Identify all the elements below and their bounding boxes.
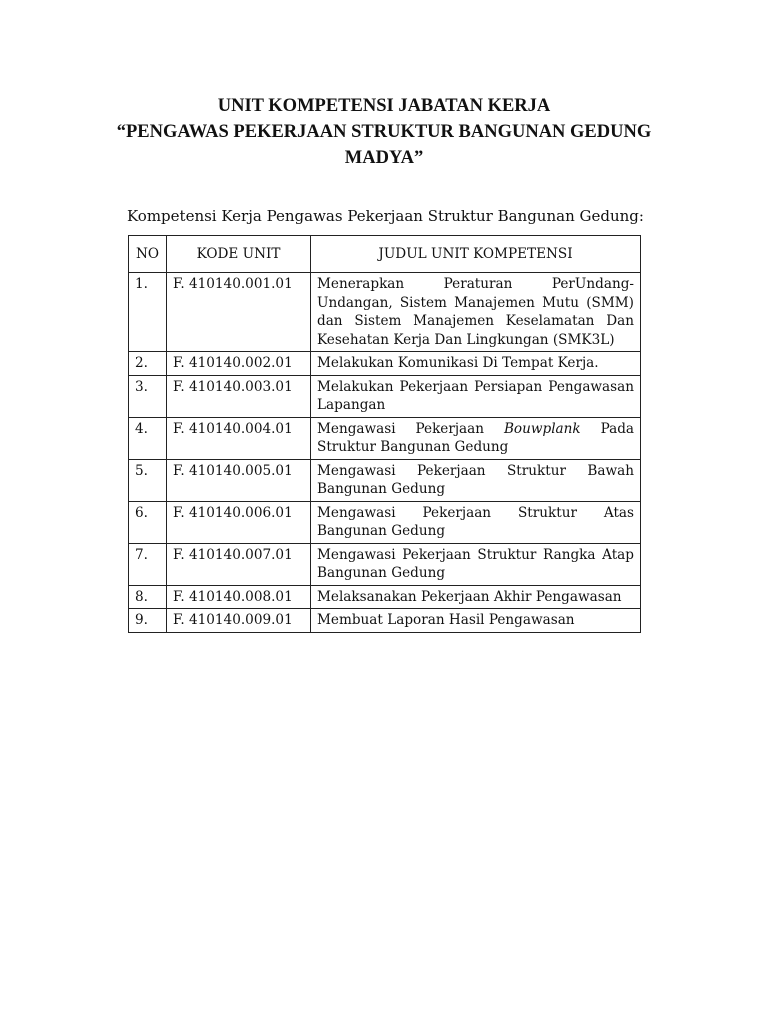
table-row [129, 543, 641, 585]
row-no: 6. [129, 501, 167, 543]
row-no: 8. [129, 585, 167, 609]
row-judul: Melakukan Komunikasi Di Tempat Kerja. [311, 352, 641, 376]
row-kode: F. 410140.006.01 [167, 501, 311, 543]
header-no: NO [129, 236, 167, 273]
row-kode: F. 410140.004.01 [167, 417, 311, 459]
table-row [129, 459, 641, 501]
row-no: 5. [129, 459, 167, 501]
row-judul: Membuat Laporan Hasil Pengawasan [311, 609, 641, 633]
table-row [129, 609, 641, 633]
title-line-2: “PENGAWAS PEKERJAAN STRUKTUR BANGUNAN GEDUNG [116, 122, 652, 142]
row-judul: Mengawasi Pekerjaan Struktur Atas Bangunan Gedung [311, 501, 641, 543]
table-row [129, 273, 641, 352]
title-line-1: UNIT KOMPETENSI JABATAN KERJA [217, 96, 551, 116]
row-no: 2. [129, 352, 167, 376]
row-judul: Mengawasi Pekerjaan Struktur Rangka Atap Bangunan Gedung [311, 543, 641, 585]
header-judul-unit: JUDUL UNIT KOMPETENSI [311, 236, 641, 273]
table-header-row [129, 236, 641, 273]
row-kode: F. 410140.005.01 [167, 459, 311, 501]
row-kode: F. 410140.007.01 [167, 543, 311, 585]
table-row [129, 501, 641, 543]
title-line-3: MADYA” [344, 148, 424, 168]
table-row [129, 585, 641, 609]
row-judul: Menerapkan Peraturan PerUndang-Undangan, Sistem Manajemen Mutu (SMM) dan Sistem Manajemen Keselamatan Dan Kesehatan Kerja Dan Lingkungan (SMK3L) [311, 273, 641, 352]
row-judul-part-b: Pada Struktur Bangunan Gedung [317, 420, 635, 455]
row-kode: F. 410140.001.01 [167, 273, 311, 352]
row-no: 9. [129, 609, 167, 633]
table-row [129, 352, 641, 376]
row-no: 3. [129, 375, 167, 417]
intro-text: Kompetensi Kerja Pengawas Pekerjaan Struktur Bangunan Gedung: [127, 207, 644, 225]
row-kode: F. 410140.009.01 [167, 609, 311, 633]
row-kode: F. 410140.003.01 [167, 375, 311, 417]
row-judul: Melakukan Pekerjaan Persiapan Pengawasan Lapangan [311, 375, 641, 417]
row-no: 1. [129, 273, 167, 352]
row-judul: Mengawasi Pekerjaan Struktur Bawah Bangunan Gedung [311, 459, 641, 501]
table-row [129, 375, 641, 417]
competency-table [128, 235, 641, 633]
row-judul-part-a: Mengawasi Pekerjaan [317, 420, 485, 437]
row-no: 7. [129, 543, 167, 585]
row-kode: F. 410140.008.01 [167, 585, 311, 609]
header-kode-unit: KODE UNIT [167, 236, 311, 273]
table-row [129, 417, 641, 459]
row-judul-italic: Bouwplank [503, 420, 581, 437]
row-judul [311, 417, 641, 459]
row-no: 4. [129, 417, 167, 459]
document-title [110, 93, 658, 171]
row-kode: F. 410140.002.01 [167, 352, 311, 376]
row-judul: Melaksanakan Pekerjaan Akhir Pengawasan [311, 585, 641, 609]
